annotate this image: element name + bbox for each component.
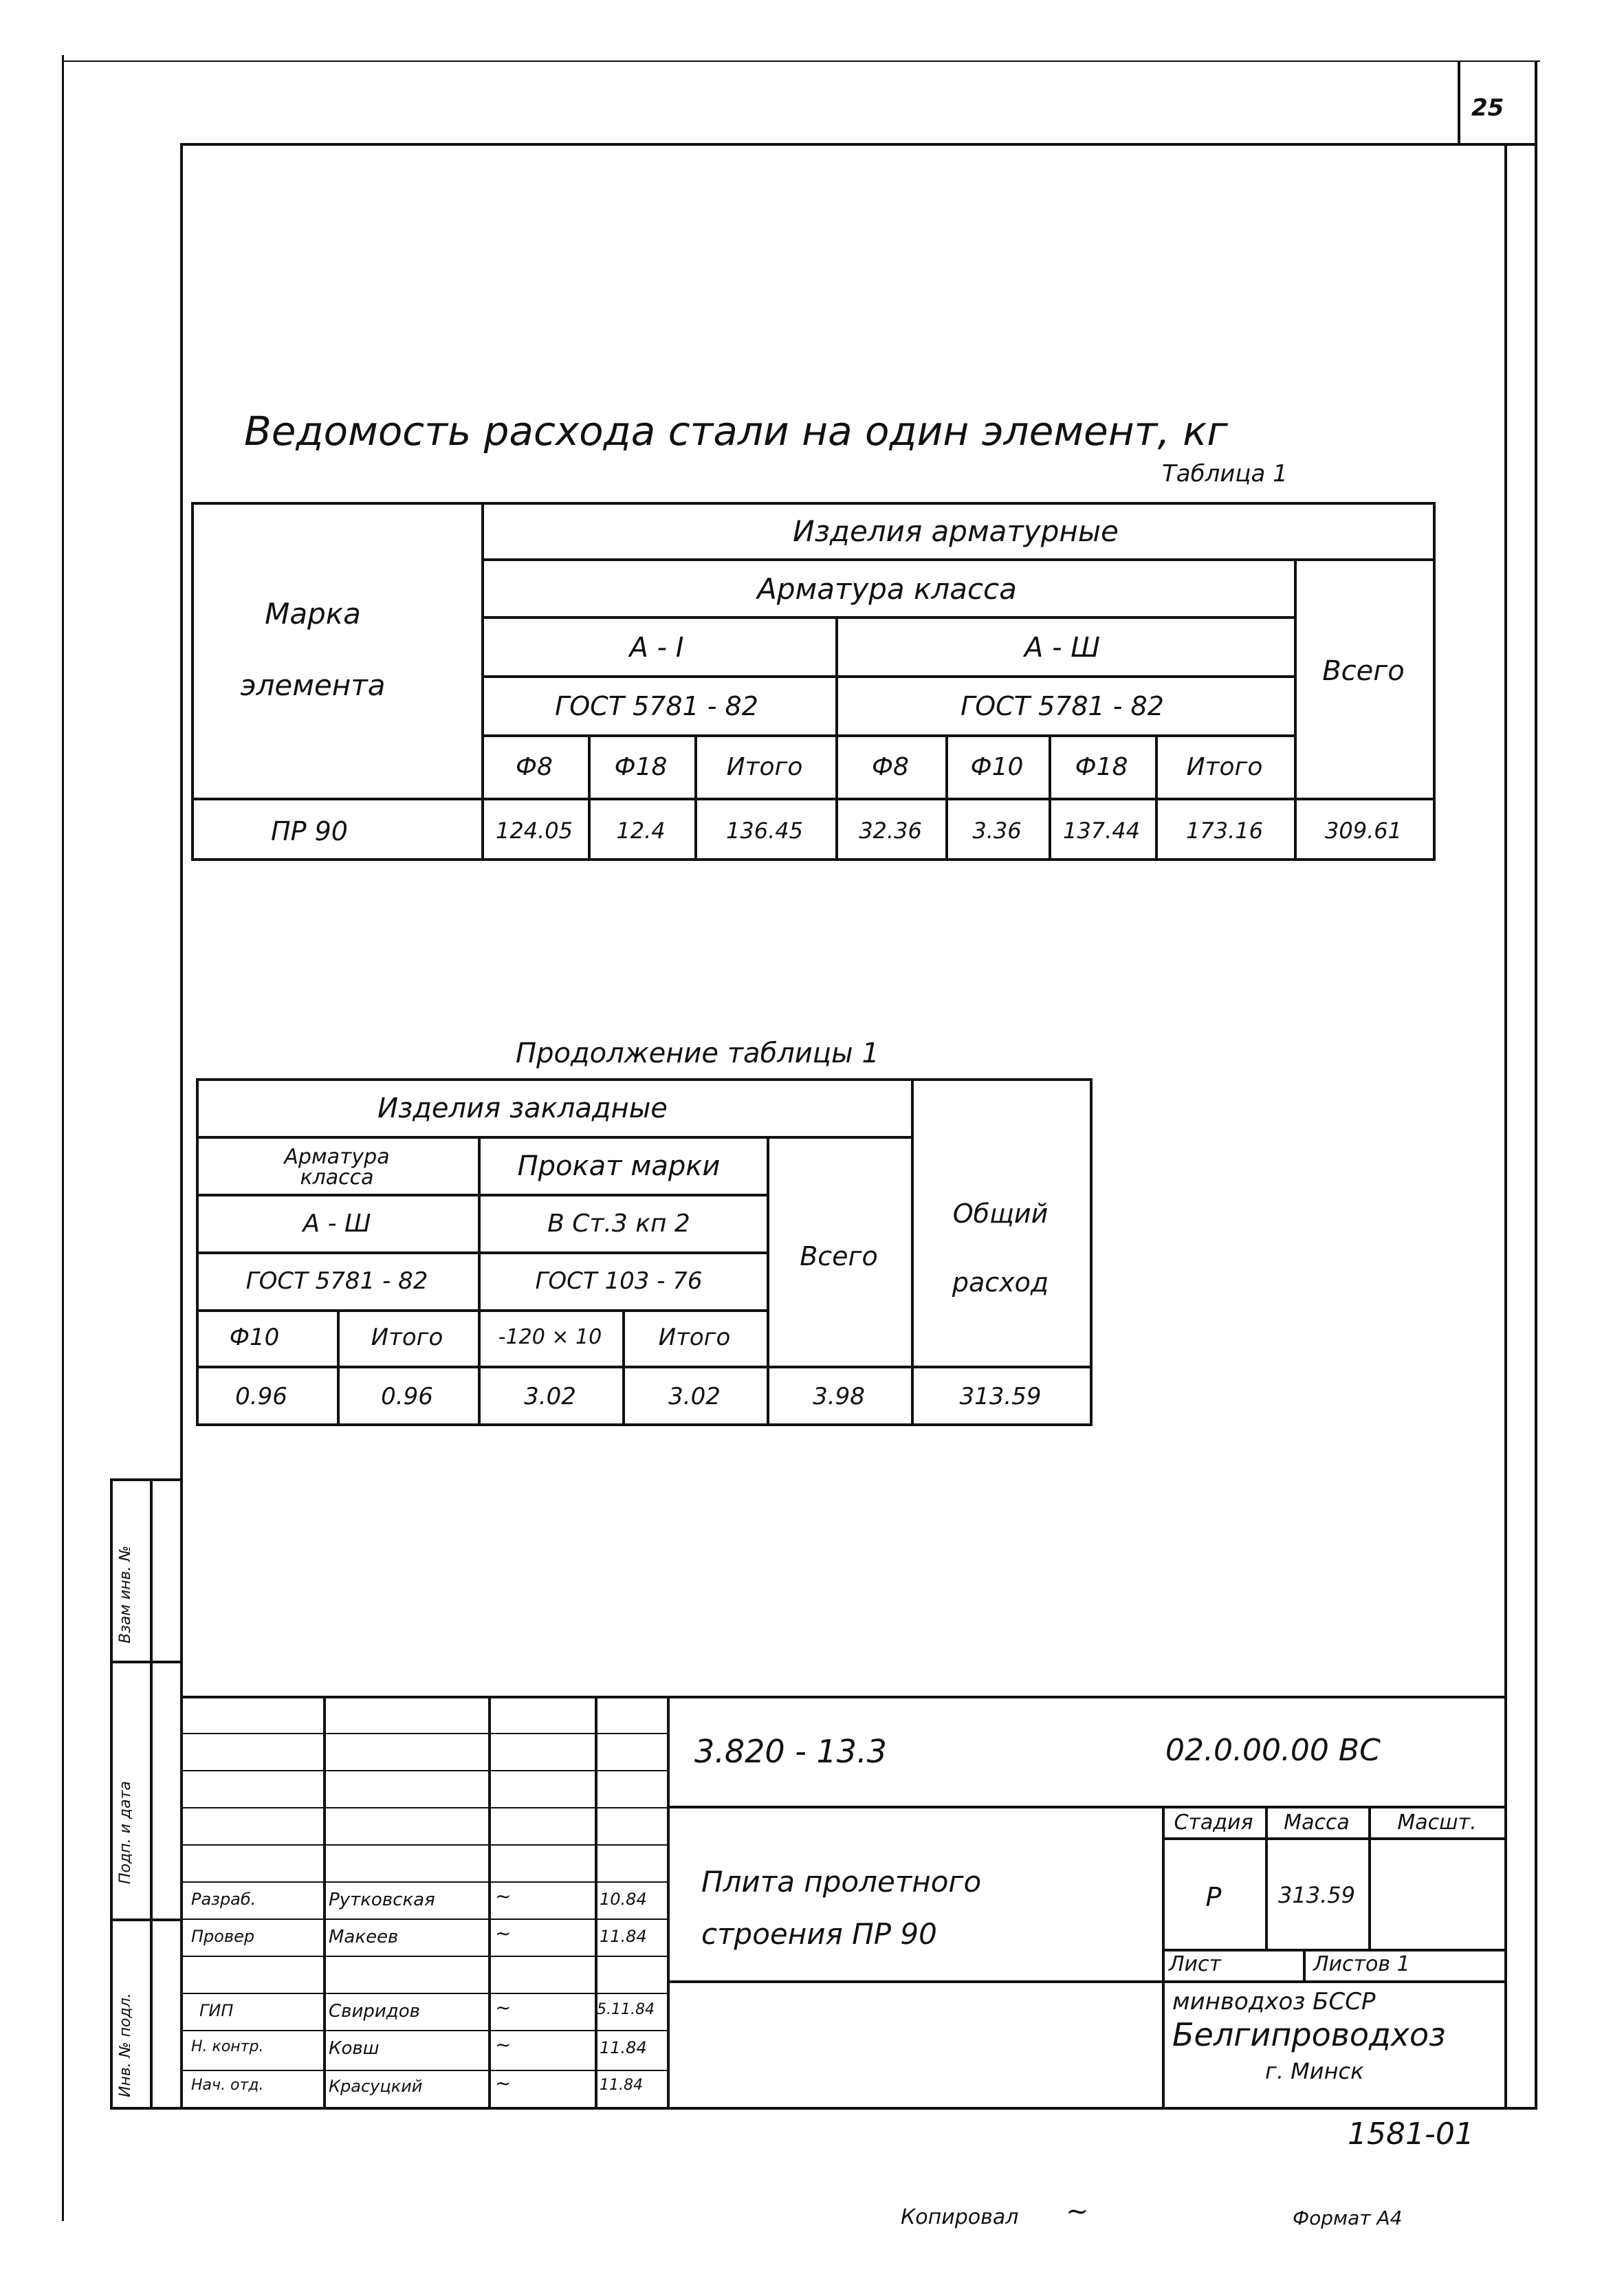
total-header: Всего — [1322, 655, 1405, 687]
group-header: Изделия арматурные — [793, 514, 1119, 548]
table-cell: 124.05 — [496, 818, 573, 844]
table-cell: 12.4 — [616, 818, 666, 844]
org-city: г. Минск — [1265, 2058, 1364, 2084]
side-label: Подп. и дата — [117, 1781, 134, 1884]
signature-mark: ~ — [495, 1885, 512, 1907]
sheets-label: Листов 1 — [1313, 1952, 1410, 1976]
embedded-group-header: Изделия закладные — [377, 1093, 668, 1124]
doc-code: 3.820 - 13.3 — [694, 1733, 887, 1770]
class-header: Арматура класса — [757, 572, 1017, 606]
page-title: Ведомость расхода стали на один элемент, кг — [244, 408, 1228, 455]
table-cell: 173.16 — [1186, 818, 1263, 844]
signature-mark: ~ — [495, 1996, 512, 2019]
product-name-line1: Плита пролетного — [701, 1865, 982, 1899]
mass-value: 313.59 — [1278, 1882, 1355, 1908]
doc-number: 02.0.00.00 ВС — [1165, 1733, 1381, 1768]
sign-name: Красуцкий — [329, 2077, 423, 2096]
a3-class-label: А - Ш — [1024, 632, 1100, 664]
org-ministry: минводхоз БССР — [1172, 1988, 1376, 2015]
rolled-grade-header: Прокат марки — [517, 1150, 721, 1182]
overall-header: Общий — [952, 1199, 1049, 1229]
sign-name: Макеев — [329, 1927, 399, 1947]
inventory-number: 1581-01 — [1348, 2117, 1474, 2152]
table-cell: 3.36 — [972, 818, 1022, 844]
signature-mark: ~ — [495, 2033, 512, 2056]
sign-date: 11.84 — [600, 1927, 647, 1946]
embedded-total: 3.98 — [813, 1383, 865, 1410]
stage-value: Р — [1205, 1882, 1222, 1912]
embedded-total-header: Всего — [800, 1241, 878, 1271]
table-cell: 3.02 — [668, 1383, 721, 1410]
overall-total: 313.59 — [959, 1383, 1042, 1410]
table-cell: 0.96 — [381, 1383, 433, 1410]
gost-a3: ГОСТ 5781 - 82 — [961, 691, 1164, 721]
sign-role: Н. контр. — [191, 2038, 264, 2055]
scale-header: Масшт. — [1397, 1811, 1477, 1835]
col-header: Ф18 — [1075, 753, 1128, 781]
col-header: Ф18 — [614, 753, 668, 781]
overall-header-line2: расход — [952, 1267, 1049, 1298]
row-total: 309.61 — [1325, 818, 1402, 844]
sign-role: Провер — [191, 1927, 255, 1946]
table-cell: 136.45 — [726, 818, 803, 844]
mark-header-line2: элемента — [240, 668, 386, 702]
side-label: Инв. № подл. — [117, 1993, 134, 2097]
sign-date: 5.11.84 — [597, 2001, 655, 2018]
gost-rolled: ГОСТ 103 - 76 — [535, 1267, 703, 1295]
row-mark: ПР 90 — [271, 816, 348, 846]
rolled-grade: В Ст.3 кп 2 — [547, 1210, 690, 1238]
sign-date: 10.84 — [600, 1890, 647, 1909]
stage-header: Стадия — [1174, 1811, 1253, 1835]
signature-mark: ~ — [495, 2072, 512, 2095]
side-label: Взам инв. № — [117, 1545, 134, 1643]
col-header: Ф8 — [516, 753, 553, 781]
table-cell: 0.96 — [235, 1383, 287, 1410]
col-header: Ф8 — [872, 753, 909, 781]
rebar-class: А - Ш — [303, 1210, 371, 1238]
col-header: -120 × 10 — [498, 1325, 602, 1349]
col-header: Ф10 — [229, 1324, 280, 1351]
sign-role: Разраб. — [191, 1890, 256, 1909]
col-header: Итого — [1186, 753, 1263, 781]
table-cell: 3.02 — [524, 1383, 576, 1410]
product-name-line2: строения ПР 90 — [701, 1917, 937, 1951]
sign-name: Свиридов — [329, 2001, 420, 2022]
org-institute: Белгипроводхоз — [1172, 2016, 1446, 2053]
sheet-label: Лист — [1169, 1952, 1222, 1976]
table-cell: 137.44 — [1063, 818, 1140, 844]
mark-header: Марка — [265, 597, 361, 631]
copied-label: Копировал — [901, 2205, 1019, 2229]
sign-date: 11.84 — [600, 2077, 643, 2094]
col-header: Итого — [658, 1324, 731, 1351]
sign-date: 11.84 — [600, 2038, 647, 2057]
table2-caption: Продолжение таблицы 1 — [516, 1038, 879, 1069]
page-number: 25 — [1471, 94, 1504, 122]
table-label: Таблица 1 — [1162, 460, 1288, 488]
sign-role: ГИП — [199, 2001, 234, 2020]
col-header: Ф10 — [970, 753, 1024, 781]
format-label: Формат А4 — [1293, 2207, 1403, 2229]
col-header: Итого — [371, 1324, 443, 1351]
sign-name: Рутковская — [329, 1890, 435, 1910]
a1-class-label: А - I — [629, 632, 684, 664]
sign-name: Ковш — [329, 2038, 380, 2059]
rebar-class-header: Арматура класса — [284, 1145, 390, 1190]
gost-a1: ГОСТ 5781 - 82 — [555, 691, 758, 721]
sign-role: Нач. отд. — [191, 2077, 264, 2094]
signature-mark: ~ — [495, 1922, 512, 1945]
mass-header: Масса — [1284, 1811, 1350, 1835]
copier-signature: ~ — [1066, 2196, 1089, 2227]
table-cell: 32.36 — [859, 818, 922, 844]
col-header: Итого — [726, 753, 803, 781]
gost-rebar: ГОСТ 5781 - 82 — [245, 1267, 428, 1295]
